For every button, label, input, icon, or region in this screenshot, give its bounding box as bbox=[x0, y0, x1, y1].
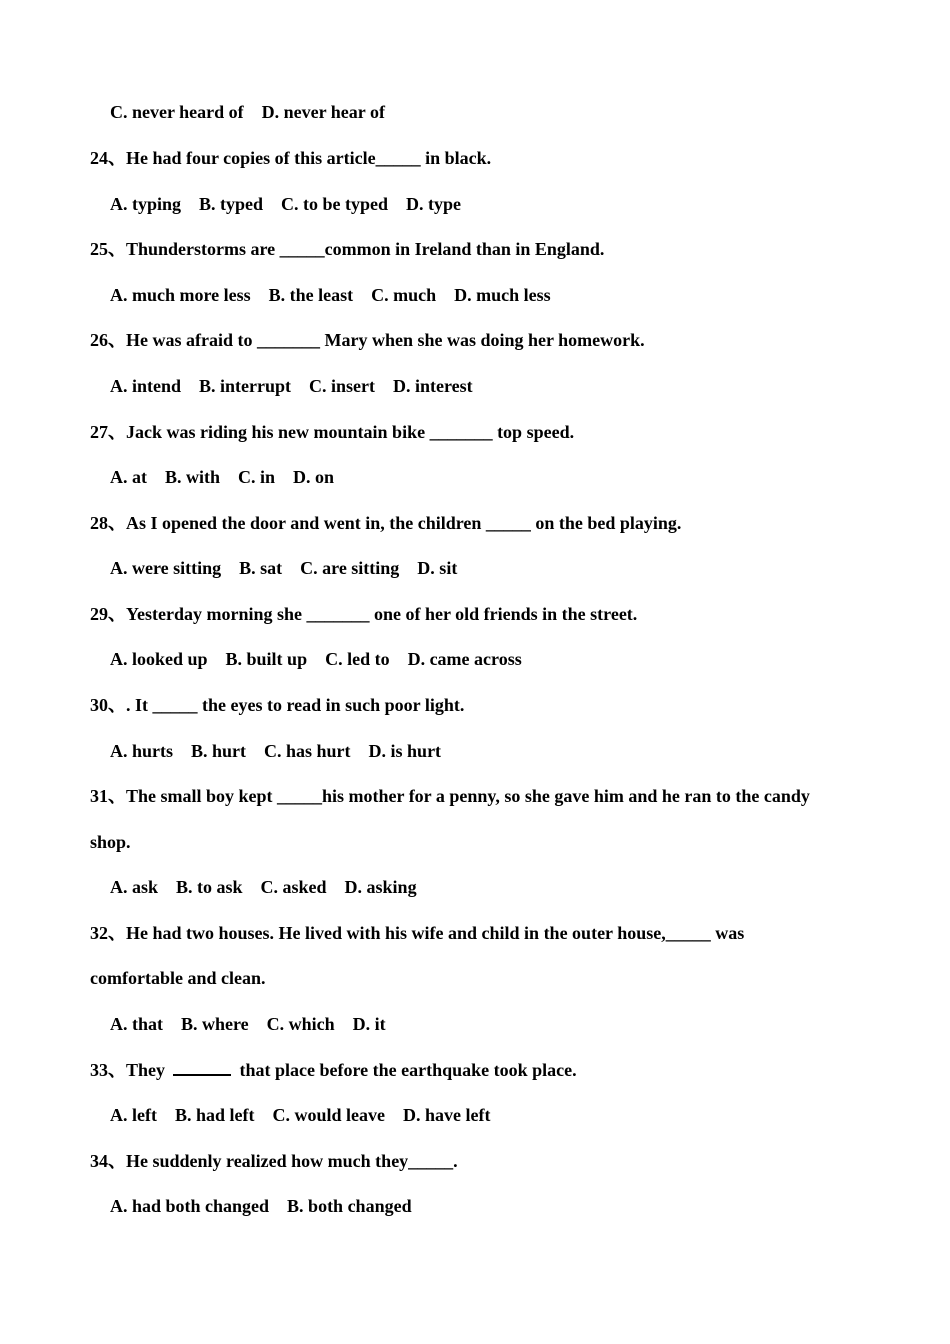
question-24-options: A. typing B. typed C. to be typed D. type bbox=[110, 194, 462, 214]
question-23-options-cd: C. never heard of D. never hear of bbox=[110, 102, 385, 122]
question-24-stem: 24、He had four copies of this article_____ in black. bbox=[90, 148, 492, 168]
question-33-stem-end: that place before the earthquake took place. bbox=[235, 1060, 577, 1080]
question-28-stem: 28、As I opened the door and went in, the children _____ on the bed playing. bbox=[90, 513, 682, 533]
question-27-options: A. at B. with C. in D. on bbox=[110, 467, 335, 487]
question-32-stem-continued: comfortable and clean. bbox=[90, 968, 266, 988]
question-30-stem: 30、. It _____ the eyes to read in such poor light. bbox=[90, 695, 465, 715]
question-26-options: A. intend B. interrupt C. insert D. interest bbox=[110, 376, 473, 396]
question-28-options: A. were sitting B. sat C. are sitting D. sit bbox=[110, 558, 458, 578]
question-31-stem-continued: shop. bbox=[90, 832, 131, 852]
question-31-options: A. ask B. to ask C. asked D. asking bbox=[110, 877, 417, 897]
question-25-options: A. much more less B. the least C. much D. much less bbox=[110, 285, 551, 305]
question-31-stem: 31、The small boy kept _____his mother for a penny, so she gave him and he ran to the candy bbox=[90, 786, 810, 806]
question-33-stem-start: 33、They bbox=[90, 1060, 166, 1080]
answer-blank-line bbox=[173, 1058, 231, 1076]
question-26-stem: 26、He was afraid to _______ Mary when she was doing her homework. bbox=[90, 330, 645, 350]
question-34-options: A. had both changed B. both changed bbox=[110, 1196, 412, 1216]
question-29-options: A. looked up B. built up C. led to D. came across bbox=[110, 649, 522, 669]
question-34-stem: 34、He suddenly realized how much they_____. bbox=[90, 1151, 458, 1171]
question-27-stem: 27、Jack was riding his new mountain bike _______ top speed. bbox=[90, 422, 575, 442]
question-32-stem: 32、He had two houses. He lived with his wife and child in the outer house,_____ was bbox=[90, 923, 745, 943]
question-32-options: A. that B. where C. which D. it bbox=[110, 1014, 386, 1034]
question-30-options: A. hurts B. hurt C. has hurt D. is hurt bbox=[110, 741, 442, 761]
question-33-options: A. left B. had left C. would leave D. have left bbox=[110, 1105, 491, 1125]
question-29-stem: 29、Yesterday morning she _______ one of her old friends in the street. bbox=[90, 604, 638, 624]
question-33-stem bbox=[90, 1058, 577, 1081]
question-25-stem: 25、Thunderstorms are _____common in Ireland than in England. bbox=[90, 239, 605, 259]
